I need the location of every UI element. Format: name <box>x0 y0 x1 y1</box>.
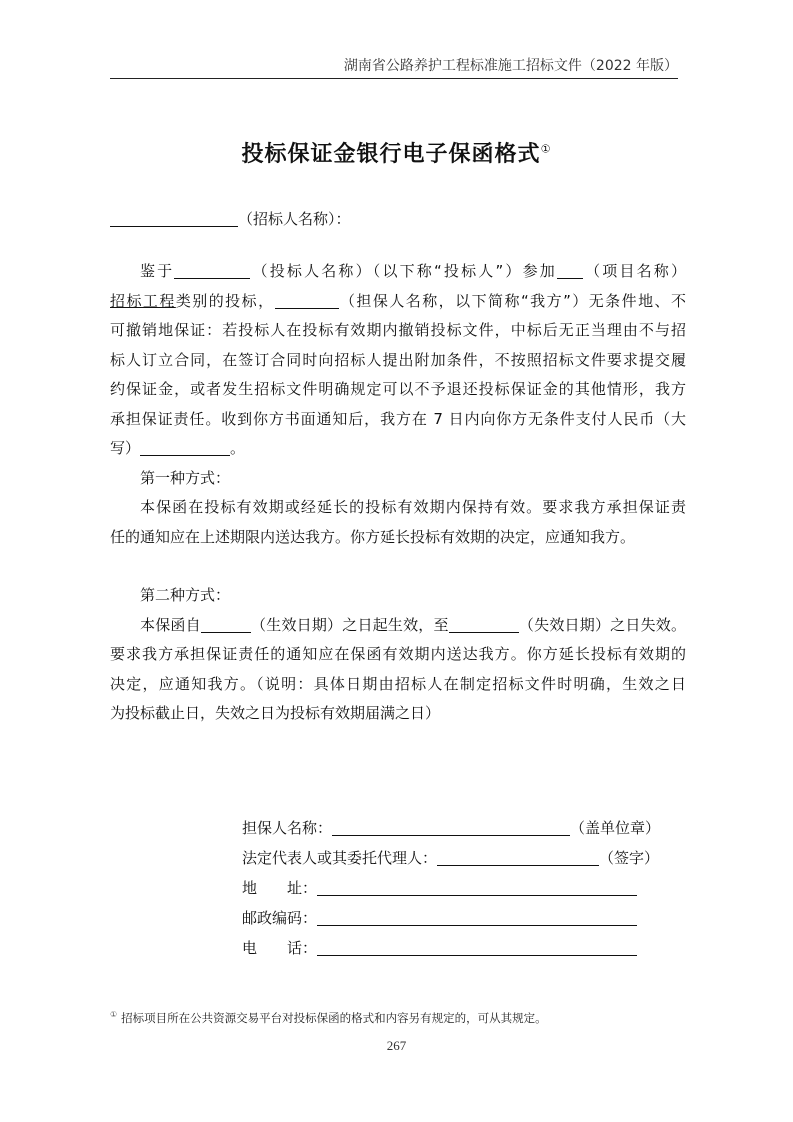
footnote-text: 招标项目所在公共资源交易平台对投标保函的格式和内容另有规定的，可从其规定。 <box>121 1011 547 1025</box>
para-text: （担保人名称，以下简称“我方”）无条件地、不 <box>338 291 686 310</box>
para-text: （项目名称） <box>582 262 686 280</box>
method2-line-2: 要求我方承担保证责任的通知应在保函有效期内送达我方。你方延长投标有效期的 <box>110 645 686 663</box>
para-text: （生效日期）之日起生效，至 <box>250 615 449 634</box>
representative-field[interactable] <box>437 847 599 866</box>
method2-line-1 <box>110 611 686 641</box>
para-line-2 <box>110 287 686 317</box>
para-text: 写） <box>110 439 141 457</box>
para-text: 。 <box>230 439 246 457</box>
para-text: 鉴于 <box>140 262 175 280</box>
address-field[interactable] <box>317 877 637 896</box>
recipient-name-blank[interactable] <box>110 208 238 227</box>
para-text: （失效日期）之日失效。 <box>518 615 686 634</box>
title-footnote-mark: ① <box>540 142 552 156</box>
signature-block <box>242 813 660 963</box>
address-label: 地 址： <box>242 879 318 897</box>
method1-heading: 第一种方式： <box>140 468 231 487</box>
guarantee-paragraph <box>110 257 686 729</box>
representative-label: 法定代表人或其委托代理人： <box>242 849 438 867</box>
representative-suffix: （签字） <box>599 849 660 867</box>
para-text: 类别的投标， <box>175 291 275 310</box>
para-line-3: 可撤销地保证：若投标人在投标有效期内撤销投标文件，中标后无正当理由不与招 <box>110 321 686 339</box>
representative-row <box>242 843 660 873</box>
address-row <box>242 873 660 903</box>
postcode-field[interactable] <box>317 907 637 926</box>
method2-line-3: 决定，应通知我方。（说明：具体日期由招标人在制定招标文件时明确，生效之日 <box>110 674 686 693</box>
guarantor-row <box>242 813 660 843</box>
para-text: （投标人名称）（以下称“投标人”）参加 <box>250 262 557 280</box>
guarantor-name-blank[interactable] <box>275 290 339 309</box>
method1-line-2: 任的通知应在上述期限内送达我方。你方延长投标有效期的决定，应通知我方。 <box>110 527 636 546</box>
title-text: 投标保证金银行电子保函格式 <box>241 142 541 167</box>
expiry-date-blank[interactable] <box>449 614 519 633</box>
method2-heading: 第二种方式： <box>140 586 231 604</box>
effective-date-blank[interactable] <box>201 614 251 633</box>
bidder-name-blank[interactable] <box>174 260 250 279</box>
guarantor-suffix: （盖单位章） <box>570 819 661 837</box>
project-name-blank[interactable] <box>557 260 583 279</box>
method1-line-1: 本保函在投标有效期或经延长的投标有效期内保持有效。要求我方承担保证责 <box>140 498 686 516</box>
amount-blank[interactable] <box>140 437 230 456</box>
recipient-suffix: （招标人名称）： <box>238 210 351 228</box>
spacer <box>110 552 686 581</box>
guarantor-label: 担保人名称： <box>242 819 333 837</box>
para-line-4: 标人订立合同，在签订合同时向招标人提出附加条件，不按照招标文件要求提交履 <box>110 350 686 369</box>
page-number: 267 <box>386 1038 407 1053</box>
running-header: 湖南省公路养护工程标准施工招标文件（2022 年版） <box>343 58 678 74</box>
postcode-label: 邮政编码： <box>242 909 318 927</box>
page-title <box>0 137 793 168</box>
postcode-row <box>242 903 660 933</box>
phone-row <box>242 933 660 963</box>
header-rule <box>110 78 678 79</box>
para-line-6: 承担保证责任。收到你方书面通知后，我方在 7 日内向你方无条件支付人民币（大 <box>110 409 686 428</box>
phone-field[interactable] <box>317 937 637 956</box>
footnote <box>110 1010 547 1026</box>
phone-label: 电 话： <box>242 939 318 957</box>
para-line-1 <box>110 257 686 287</box>
para-text: 本保函自 <box>140 615 201 634</box>
guarantor-field[interactable] <box>332 817 570 836</box>
method2-line-4: 为投标截止日，失效之日为投标有效期届满之日） <box>110 704 441 722</box>
recipient-line <box>110 205 686 235</box>
para-line-7 <box>110 434 686 464</box>
para-line-5: 约保证金，或者发生招标文件明确规定可以不予退还投标保证金的其他情形，我方 <box>110 380 686 398</box>
para-text: 招标工程 <box>110 291 176 310</box>
footnote-mark: ① <box>110 1010 118 1020</box>
